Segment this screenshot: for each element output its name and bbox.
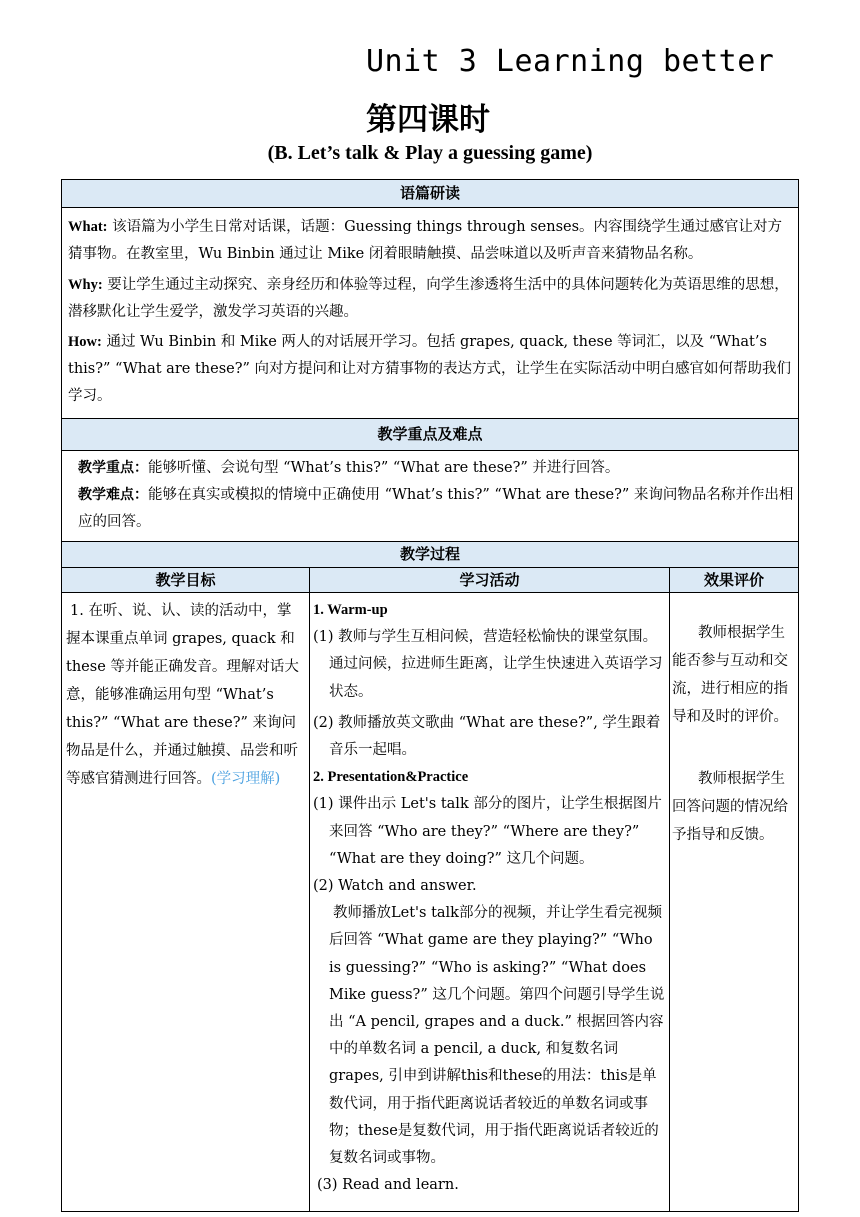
key-point (78, 455, 794, 482)
warmup-step-1: (1) 教师与学生互相问候，营造轻松愉快的课堂氛围。通过问候，拉进师生距离，让学生快速进入英语学习状态。 (313, 629, 663, 700)
what-paragraph (68, 214, 794, 268)
lesson-subtitle: (B. Let’s talk & Play a guessing game) (267, 142, 593, 164)
goal-tag: (学习理解) (211, 771, 281, 787)
warmup-title-text: 1. Warm-up (313, 602, 388, 618)
how-paragraph (68, 329, 794, 410)
col-activity-text: 学习活动 (459, 571, 520, 589)
presentation-step-2-title: (2) Watch and answer. (313, 878, 477, 895)
col-goal-text: 教学目标 (155, 571, 216, 589)
what-label: What: (68, 219, 108, 235)
warmup-title (313, 597, 665, 624)
goal-text-paragraph (66, 597, 305, 793)
col-eval-text: 效果评价 (703, 571, 764, 589)
activity-cell (309, 592, 670, 1212)
unit-title: Unit 3 Learning better (366, 44, 775, 79)
presentation-step-2-text: 教师播放Let's talk部分的视频，并让学生看完视频后回答 “What game are they playing?” “Who is guessing?” “Who is asking?” “What does Mike guess?” 这几个问题。第四个问题引导学生说出 “A pencil, grapes and a duck.” 根据回答内容中的单数名词 a pencil, a duck, 和复数名词 grapes, 引申到讲解this和these的用法：this是单数代词，用于指代距离说话者较近的单数名词或事物；these是复数代词，用于指代距离说话者较近的复数名词或事物。 (329, 905, 665, 1167)
why-text: 要让学生通过主动探究、亲身经历和体验等过程，向学生渗透将生活中的具体问题转化为英语思维的思想，潜移默化让学生爱学，激发学习英语的兴趣。 (68, 277, 789, 320)
warmup-step-2: (2) 教师播放英文歌曲 “What are these?”, 学生跟着音乐一起唱。 (313, 714, 661, 759)
presentation-title (313, 764, 665, 791)
eval-note-1: 教师根据学生能否参与互动和交流，进行相应的指导和及时的评价。 (672, 625, 788, 725)
how-text: 通过 Wu Binbin 和 Mike 两人的对话展开学习。包括 grapes, quack, these 等词汇，以及 “What’s this?” “What are these?” 向对方提问和让对方猜事物的表达方式，让学生在实际活动中明白感官如何帮助我们学习。 (68, 334, 792, 404)
analysis-content (61, 207, 799, 419)
lesson-title: 第四课时 (366, 102, 490, 138)
col-eval-header (669, 567, 799, 593)
key-text: 能够听懂、会说句型 “What’s this?” “What are these?” 并进行回答。 (148, 460, 620, 476)
difficult-label: 教学难点： (78, 488, 148, 503)
difficult-text: 能够在真实或模拟的情境中正确使用 “What’s this?” “What are these?” 来询问物品名称并作出相应的回答。 (78, 487, 794, 530)
how-label: How: (68, 334, 102, 350)
presentation-title-text: 2. Presentation&Practice (313, 769, 469, 786)
col-goal-header (61, 567, 310, 593)
goal-text: 1. 在听、说、认、读的活动中，掌握本课重点单词 grapes, quack 和 these 等并能正确发音。理解对话大意，能够准确运用句型 “What’s this?” “What are these?” 来询问物品是什么，并通过触摸、品尝和听等感官猜测进行回答。 (66, 603, 299, 787)
why-label: Why: (68, 277, 103, 293)
presentation-step-3-title: (3) Read and learn. (317, 1177, 459, 1194)
why-paragraph (68, 272, 794, 326)
analysis-heading (61, 179, 799, 208)
focus-heading-text: 教学重点及难点 (377, 425, 483, 443)
analysis-heading-text: 语篇研读 (399, 184, 460, 202)
eval-note-2: 教师根据学生回答问题的情况给予指导和反馈。 (672, 771, 788, 843)
eval-cell (669, 592, 799, 1212)
process-heading-text: 教学过程 (399, 545, 460, 563)
process-heading (61, 541, 799, 568)
col-activity-header (309, 567, 670, 593)
focus-heading (61, 418, 799, 451)
what-text: 该语篇为小学生日常对话课，话题：Guessing things through senses。内容围绕学生通过感官让对方猜事物。在教室里，Wu Binbin 通过让 Mike 闭着眼睛触摸、品尝味道以及听声音来猜物品名称。 (68, 219, 783, 262)
focus-content (61, 450, 799, 542)
presentation-step-1: (1) 课件出示 Let's talk 部分的图片，让学生根据图片来回答 “Who are they?” “Where are they?” “What are they doing?” 这几个问题。 (313, 796, 662, 867)
goal-cell (61, 592, 310, 1212)
difficult-point (78, 482, 794, 536)
key-label: 教学重点： (78, 461, 148, 476)
